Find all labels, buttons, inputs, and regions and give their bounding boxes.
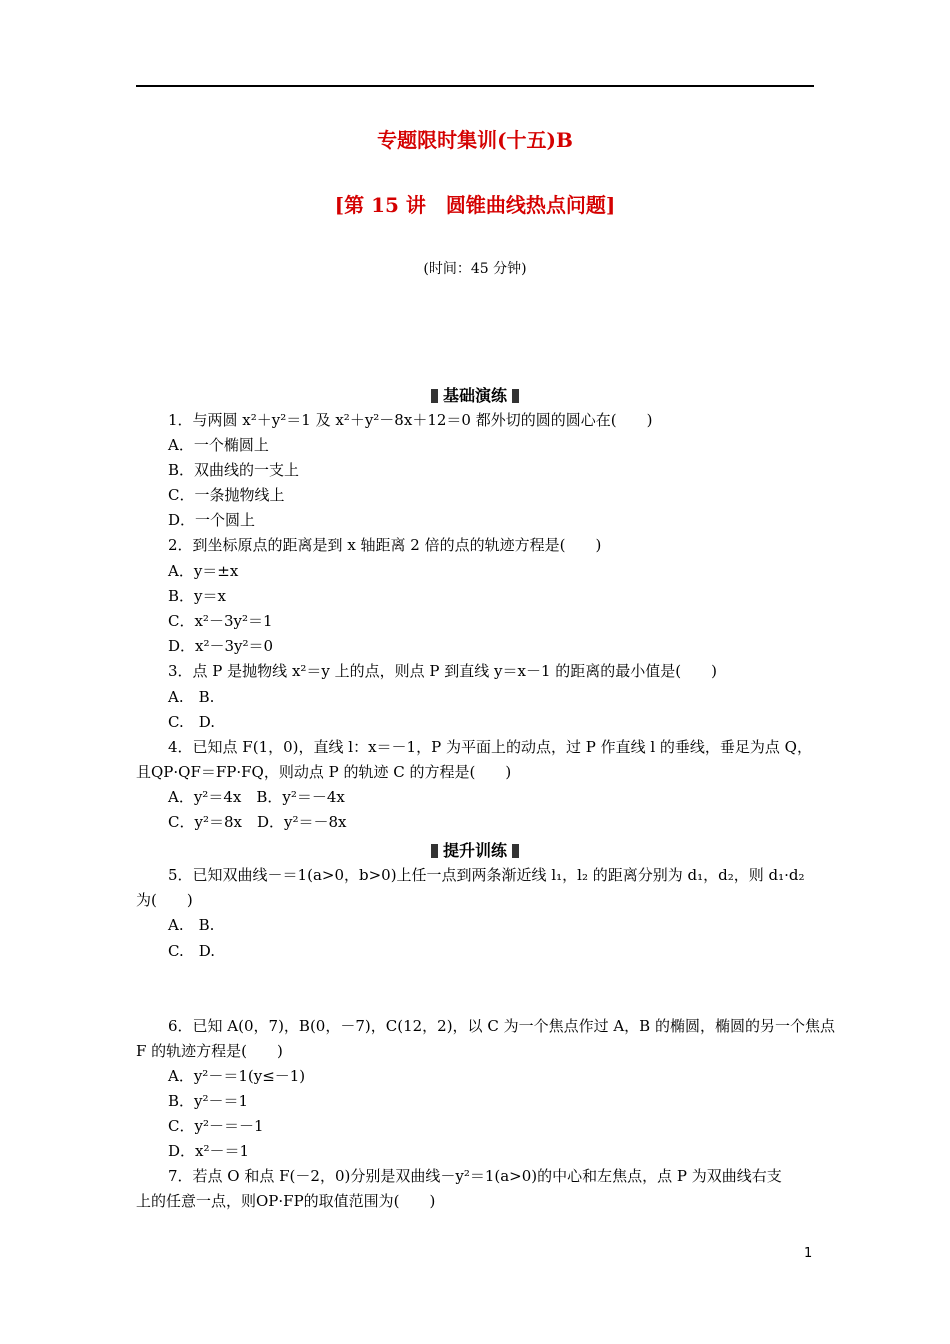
section-marker-icon xyxy=(512,844,519,858)
section-marker-icon xyxy=(512,389,519,403)
question-3-stem: 3．点 P 是抛物线 x²＝y 上的点，则点 P 到直线 y＝x－1 的距离的最小值是( ) xyxy=(168,662,718,680)
section-marker-icon xyxy=(431,844,438,858)
question-2-stem: 2．到坐标原点的距离是到 x 轴距离 2 倍的点的轨迹方程是( ) xyxy=(168,536,602,554)
question-1-stem: 1．与两圆 x²＋y²＝1 及 x²＋y²－8x＋12＝0 都外切的圆的圆心在( ) xyxy=(168,411,653,429)
question-2-option-b: B．y＝x xyxy=(168,587,226,605)
question-4-stem-line1: 4．已知点 F(1，0)，直线 l：x＝－1，P 为平面上的动点，过 P 作直线 l 的垂线，垂足为点 Q， xyxy=(168,738,812,756)
section-heading-basic: 基础演练 xyxy=(0,383,950,406)
header-rule xyxy=(136,85,814,87)
section-heading-advanced: 提升训练 xyxy=(0,838,950,861)
question-6-option-b: B．y²－＝1 xyxy=(168,1092,249,1110)
question-6-option-d: D．x²－＝1 xyxy=(168,1142,250,1160)
question-1-option-b: B．双曲线的一支上 xyxy=(168,461,300,479)
question-4-stem-line2: 且QP·QF＝FP·FQ，则动点 P 的轨迹 C 的方程是( ) xyxy=(136,763,512,781)
question-5-stem-line1: 5．已知双曲线－＝1(a>0，b>0)上任一点到两条渐近线 l₁，l₂ 的距离分别为 d₁，d₂，则 d₁·d₂ xyxy=(168,866,805,884)
question-4-options-ab: A．y²＝4x B．y²＝－4x xyxy=(168,788,345,806)
question-3-options-ab: A. B. xyxy=(168,688,215,706)
question-6-option-a: A．y²－＝1(y≤－1) xyxy=(168,1067,306,1085)
section-marker-icon xyxy=(431,389,438,403)
question-1-option-c: C．一条抛物线上 xyxy=(168,486,285,504)
time-limit: (时间：45 分钟) xyxy=(423,261,527,277)
question-7-stem-line2: 上的任意一点，则OP·FP的取值范围为( ) xyxy=(136,1192,436,1210)
question-1-option-a: A．一个椭圆上 xyxy=(168,436,269,454)
question-1-option-d: D．一个圆上 xyxy=(168,511,256,529)
question-7-stem-line1: 7．若点 O 和点 F(－2，0)分别是双曲线－y²＝1(a>0)的中心和左焦点，点 P 为双曲线右支 xyxy=(168,1167,782,1185)
question-5-stem-line2: 为( ) xyxy=(136,891,193,909)
page-title: 专题限时集训(十五)B xyxy=(377,128,573,152)
question-2-option-c: C．x²－3y²＝1 xyxy=(168,612,273,630)
question-5-options-cd: C. D. xyxy=(168,942,215,960)
question-6-stem-line1: 6．已知 A(0，7)，B(0，－7)，C(12，2)，以 C 为一个焦点作过 A，B 的椭圆，椭圆的另一个焦点 xyxy=(168,1017,835,1035)
question-6-option-c: C．y²－＝－1 xyxy=(168,1117,264,1135)
question-3-options-cd: C. D. xyxy=(168,713,215,731)
lecture-subtitle: [第 15 讲 圆锥曲线热点问题] xyxy=(334,193,616,217)
question-2-option-a: A．y＝±x xyxy=(168,562,239,580)
page-number: 1 xyxy=(804,1246,813,1261)
question-5-options-ab: A. B. xyxy=(168,916,215,934)
question-6-stem-line2: F 的轨迹方程是( ) xyxy=(136,1042,283,1060)
question-2-option-d: D．x²－3y²＝0 xyxy=(168,637,274,655)
question-4-options-cd: C．y²＝8x D．y²＝－8x xyxy=(168,813,347,831)
